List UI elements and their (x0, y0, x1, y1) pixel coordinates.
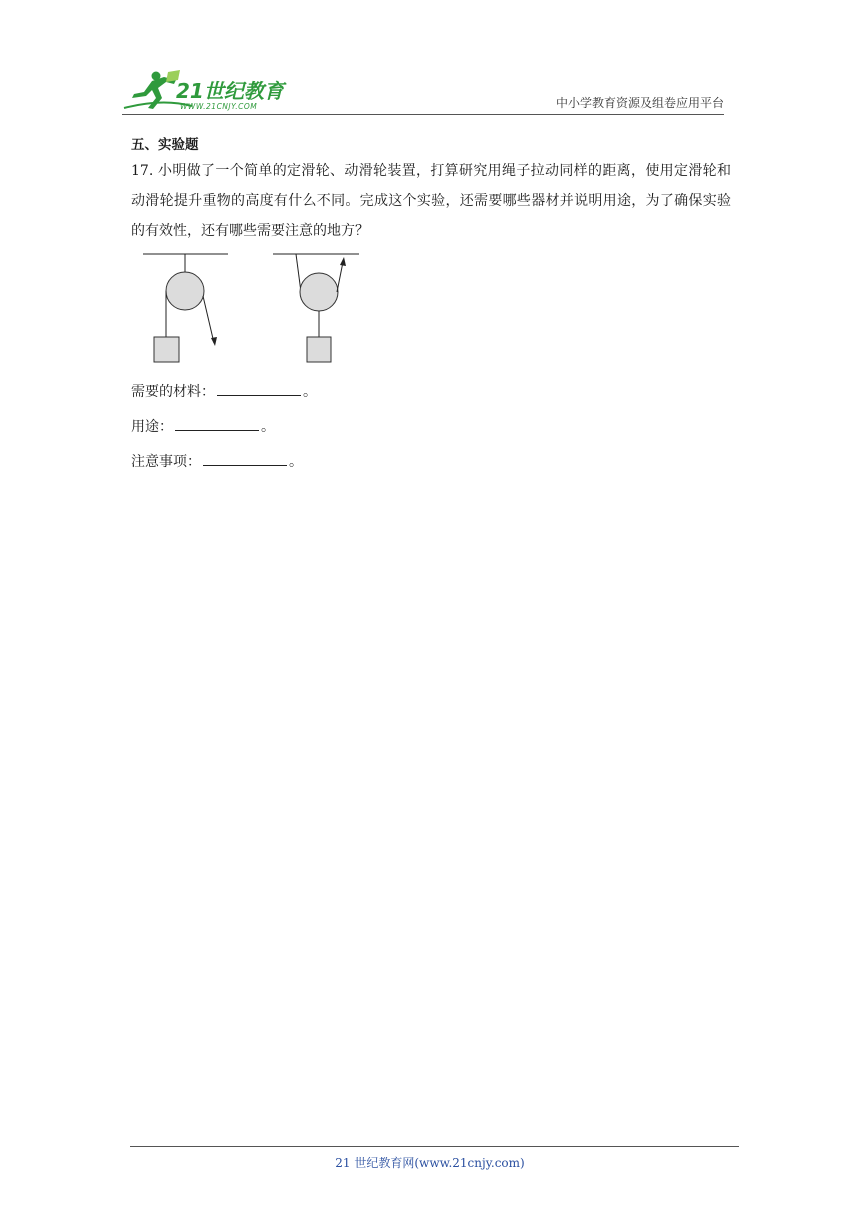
fixed-pulley (143, 254, 228, 362)
answer-label: 注意事项： (131, 454, 201, 470)
question-block (131, 134, 731, 473)
answer-notes: 注意事项： 。 (131, 451, 731, 473)
pulley-diagram (139, 250, 379, 368)
answer-blank[interactable] (217, 381, 301, 396)
answer-materials: 需要的材料： 。 (131, 381, 731, 403)
answer-blank[interactable] (175, 416, 259, 431)
page-header (122, 64, 724, 116)
logo-text: 21世纪教育 (176, 79, 284, 103)
section-title: 五、实验题 (131, 137, 199, 153)
question-text: 17. 小明做了一个简单的定滑轮、动滑轮装置，打算研究用绳子拉动同样的距离，使用定滑轮和动滑轮提升重物的高度有什么不同。完成这个实验，还需要哪些器材并说明用途，为了确保实验的有效性，还有哪些需要注意的地方？ (131, 163, 731, 239)
answer-label: 用途： (131, 419, 173, 435)
logo-url: WWW.21CNJY.COM (180, 102, 258, 111)
logo-21cnjy (122, 68, 294, 112)
answer-usage: 用途： 。 (131, 416, 731, 438)
footer-text: 21 世纪教育网(www.21cnjy.com) (335, 1156, 525, 1170)
answer-blank[interactable] (203, 451, 287, 466)
movable-pulley (273, 254, 359, 362)
footer-divider (130, 1146, 739, 1147)
answer-label: 需要的材料： (131, 384, 215, 400)
header-divider (122, 114, 724, 115)
platform-title: 中小学教育资源及组卷应用平台 (555, 96, 724, 110)
